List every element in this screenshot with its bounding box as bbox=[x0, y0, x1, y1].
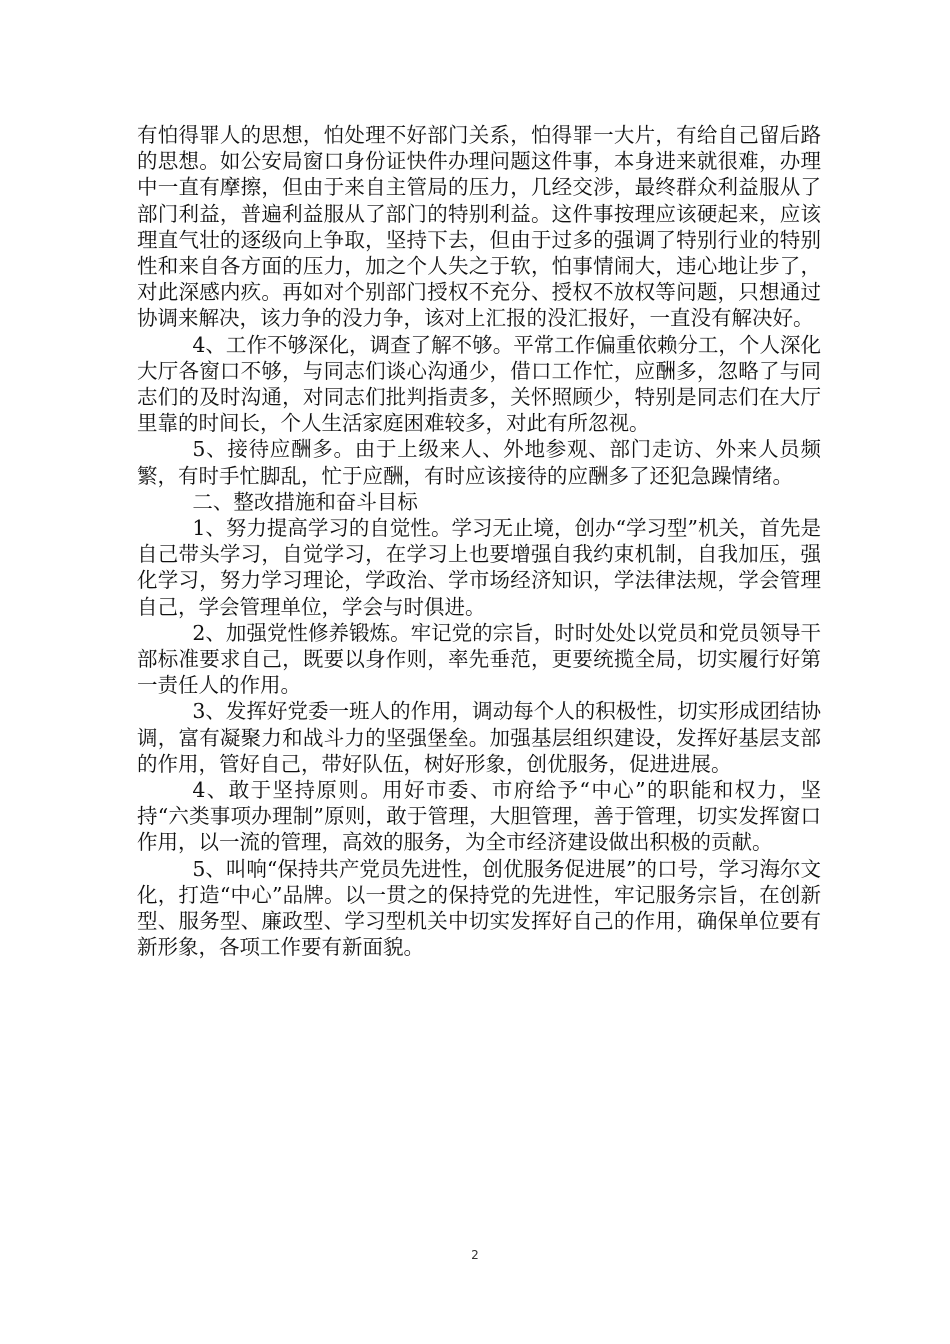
document-body bbox=[137, 122, 821, 961]
paragraph-7: 3、发挥好党委一班人的作用，调动每个人的积极性，切实形成团结协调，富有凝聚力和战斗力的坚强堡垒。加强基层组织建设，发挥好基层支部的作用，管好自己，带好队伍，树好形象，创优服务，促进进展。 bbox=[137, 699, 821, 776]
paragraph-2: 4、工作不够深化，调查了解不够。平常工作偏重依赖分工，个人深化大厅各窗口不够，与同志们谈心沟通少，借口工作忙，应酬多，忽略了与同志们的及时沟通，对同志们批判指责多，关怀照顾少，特别是同志们在大厅里靠的时间长，个人生活家庭困难较多，对此有所忽视。 bbox=[137, 332, 821, 436]
paragraph-9: 5、叫响“保持共产党员先进性，创优服务促进展”的口号，学习海尔文化，打造“中心”品牌。以一贯之的保持党的先进性，牢记服务宗旨，在创新型、服务型、廉政型、学习型机关中切实发挥好自己的作用，确保单位要有新形象，各项工作要有新面貌。 bbox=[137, 856, 821, 960]
paragraph-6: 2、加强党性修养锻炼。牢记党的宗旨，时时处处以党员和党员领导干部标准要求自己，既要以身作则，率先垂范，更要统揽全局，切实履行好第一责任人的作用。 bbox=[137, 620, 821, 698]
paragraph-1: 有怕得罪人的思想，怕处理不好部门关系，怕得罪一大片，有给自己留后路的思想。如公安局窗口身份证快件办理问题这件事，本身进来就很难，办理中一直有摩擦，但由于来自主管局的压力，几经交涉，最终群众利益服从了部门利益，普遍利益服从了部门的特别利益。这件事按理应该硬起来，应该理直气壮的逐级向上争取，坚持下去，但由于过多的强调了特别行业的特别性和来自各方面的压力，加之个人失之于软，怕事情闹大，违心地让步了，对此深感内疚。再如对个别部门授权不充分、授权不放权等问题，只想通过协调来解决，该力争的没力争，该对上汇报的没汇报好，一直没有解决好。 bbox=[137, 123, 821, 331]
section-heading: 二、整改措施和奋斗目标 bbox=[192, 489, 418, 514]
paragraph-8: 4、敢于坚持原则。用好市委、市府给予“中心”的职能和权力，坚持“六类事项办理制”原则，敢于管理，大胆管理，善于管理，切实发挥窗口作用，以一流的管理，高效的服务，为全市经济建设做出积极的贡献。 bbox=[137, 778, 821, 855]
paragraph-3: 5、接待应酬多。由于上级来人、外地参观、部门走访、外来人员频繁，有时手忙脚乱，忙于应酬，有时应该接待的应酬多了还犯急躁情绪。 bbox=[137, 437, 821, 488]
paragraph-5: 1、努力提高学习的自觉性。学习无止境，创办“学习型”机关，首先是自己带头学习，自觉学习，在学习上也要增强自我约束机制，自我加压，强化学习，努力学习理论，学政治、学市场经济知识，学法律法规，学会管理自己，学会管理单位，学会与时俱进。 bbox=[137, 516, 821, 619]
page-number: 2 bbox=[471, 1248, 479, 1262]
